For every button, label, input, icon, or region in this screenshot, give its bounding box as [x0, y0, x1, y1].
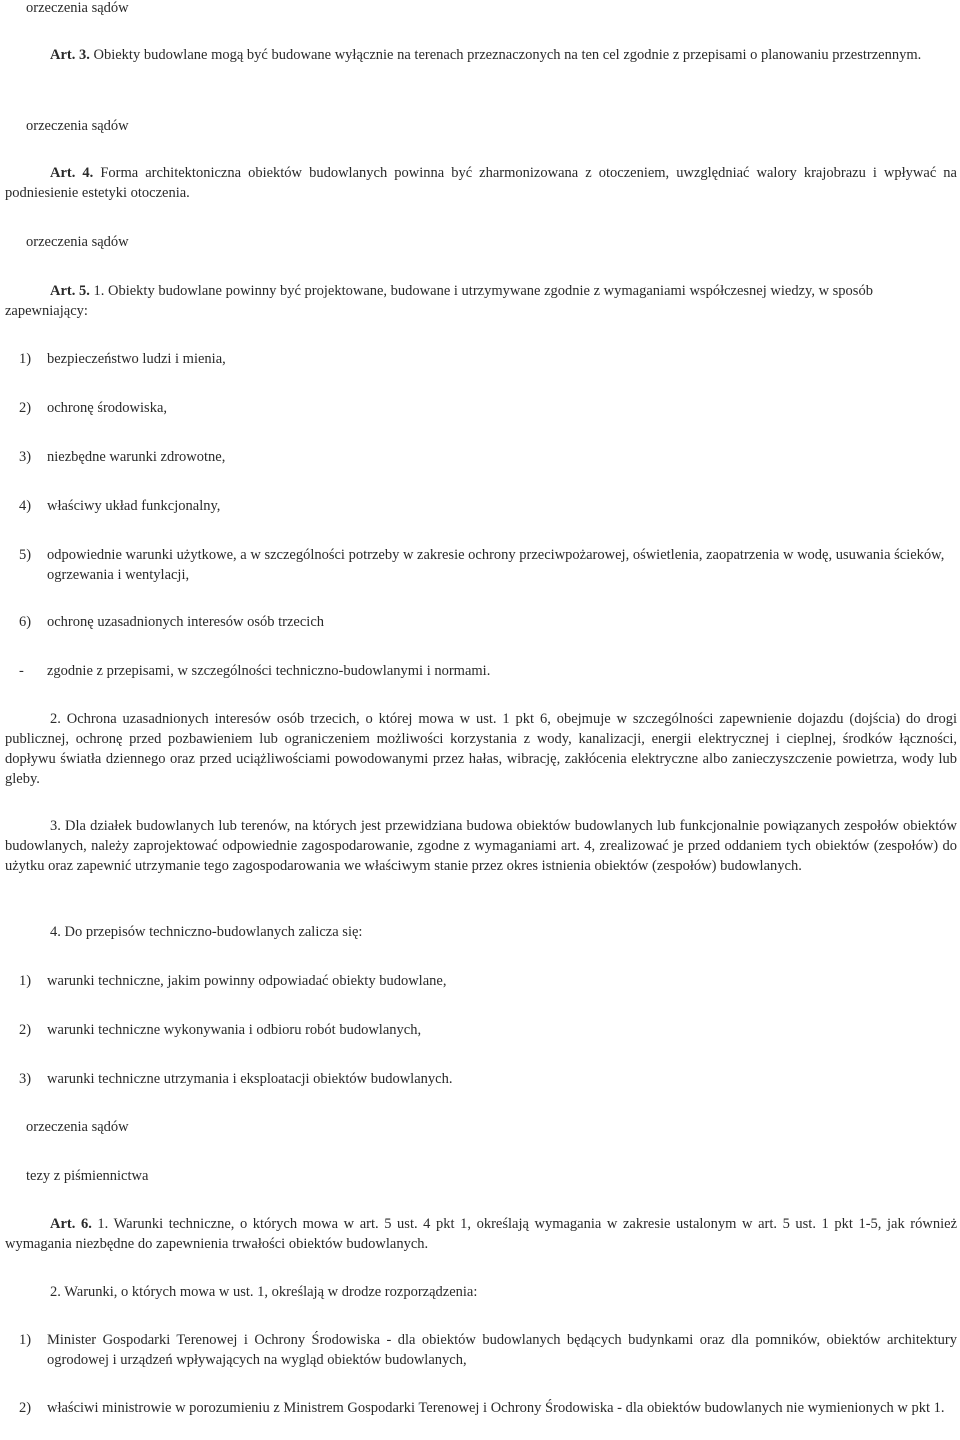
list-item: 2) ochronę środowiska, — [19, 400, 168, 416]
list-item-dash: - zgodnie z przepisami, w szczególności techniczno-budowlanymi i normami. — [19, 663, 491, 679]
list-item: 1) Minister Gospodarki Terenowej i Ochrony Środowiska - dla obiektów budowlanych będących budynkami oraz dla pomników, obiektów architektury ogrodowej i urządzeń wpływających na wygląd obiektów budowlanych, — [19, 1332, 957, 1368]
list-item: 5) odpowiednie warunki użytkowe, a w szczególności potrzeby w zakresie ochrony przeciwpożarowej, oświetlenia, zaopatrzenia w wodę, usuwania ścieków, ogrzewania i wentylacji, — [19, 547, 945, 583]
art-6-paragraph-2: 2. Warunki, o których mowa w ust. 1, określają w drodze rozporządzenia: — [50, 1284, 478, 1300]
art-5-label: Art. 5. — [50, 283, 90, 299]
art-4-paragraph — [5, 163, 957, 203]
art-3-text: Obiekty budowlane mogą być budowane wyłącznie na terenach przeznaczonych na ten cel zgodnie z przepisami o planowaniu przestrzennym. — [93, 47, 922, 63]
list-item: 6) ochronę uzasadnionych interesów osób trzecich — [19, 614, 325, 630]
court-rulings-link[interactable]: orzeczenia sądów — [26, 118, 129, 134]
list-item: 2) warunki techniczne wykonywania i odbioru robót budowlanych, — [19, 1022, 422, 1038]
art-6-paragraph-1 — [5, 1214, 957, 1254]
art-4-label: Art. 4. — [50, 165, 94, 181]
court-rulings-link[interactable]: orzeczenia sądów — [26, 1119, 129, 1135]
art-5-paragraph-3: 3. Dla działek budowlanych lub terenów, na których jest przewidziana budowa obiektów budowlanych lub funkcjonalnie powiązanych zespołów obiektów budowlanych, należy zaprojektować odpowiednie zagospodarowanie, zgodne z wymaganiami art. 4, zrealizować je przed oddaniem tych obiektów (zespołów) do użytku oraz zapewnić utrzymanie tego zagospodarowania we właściwym stanie przez okres istnienia obiektów (zespołów) budowlanych. — [5, 818, 957, 874]
art-5-paragraph-1 — [5, 281, 957, 321]
list-item: 4) właściwy układ funkcjonalny, — [19, 498, 221, 514]
art-5-paragraph-4: 4. Do przepisów techniczno-budowlanych zalicza się: — [50, 924, 363, 940]
art-5-paragraph-2: 2. Ochrona uzasadnionych interesów osób trzecich, o której mowa w ust. 1 pkt 6, obejmuje w szczególności zapewnienie dojazdu (dojścia) do drogi publicznej, ochronę przed pozbawieniem lub ograniczeniem możliwości korzystania z wody, kanalizacji, energii elektrycznej i cieplnej, środków łączności, dopływu światła dziennego oraz przed uciążliwościami powodowanymi przez hałas, wibrację, zakłócenia elektryczne albo zanieczyszczenie powietrza, wody lub gleby. — [5, 711, 957, 787]
list-item: 3) niezbędne warunki zdrowotne, — [19, 449, 226, 465]
art-3-label: Art. 3. — [50, 47, 90, 63]
art-6-label: Art. 6. — [50, 1216, 92, 1232]
art-4-text: Forma architektoniczna obiektów budowlanych powinna być zharmonizowana z otoczeniem, uwzględniać walory krajobrazu i wpływać na podniesienie estetyki otoczenia. — [5, 165, 957, 201]
list-item: 1) bezpieczeństwo ludzi i mienia, — [19, 351, 226, 367]
list-item: 3) warunki techniczne utrzymania i eksploatacji obiektów budowlanych. — [19, 1071, 453, 1087]
literature-theses-label: tezy z piśmiennictwa — [26, 1168, 149, 1184]
list-item: 2) właściwi ministrowie w porozumieniu z Ministrem Gospodarki Terenowej i Ochrony Środowiska - dla obiektów budowlanych nie wymienionych w pkt 1. — [19, 1400, 945, 1416]
court-rulings-link[interactable]: orzeczenia sądów — [26, 0, 129, 16]
art-6-p1-text: 1. Warunki techniczne, o których mowa w art. 5 ust. 4 pkt 1, określają wymagania w zakresie ustalonym w art. 5 ust. 1 pkt 1-5, jak również wymagania niezbędne do zapewnienia trwałości obiektów budowlanych. — [5, 1216, 958, 1252]
art-5-p1-text: 1. Obiekty budowlane powinny być projektowane, budowane i utrzymywane zgodnie z wymaganiami współczesnej wiedzy, w sposób zapewniający: — [5, 283, 873, 319]
list-item: 1) warunki techniczne, jakim powinny odpowiadać obiekty budowlane, — [19, 973, 447, 989]
art-3-paragraph — [5, 45, 957, 65]
court-rulings-link[interactable]: orzeczenia sądów — [26, 234, 129, 250]
